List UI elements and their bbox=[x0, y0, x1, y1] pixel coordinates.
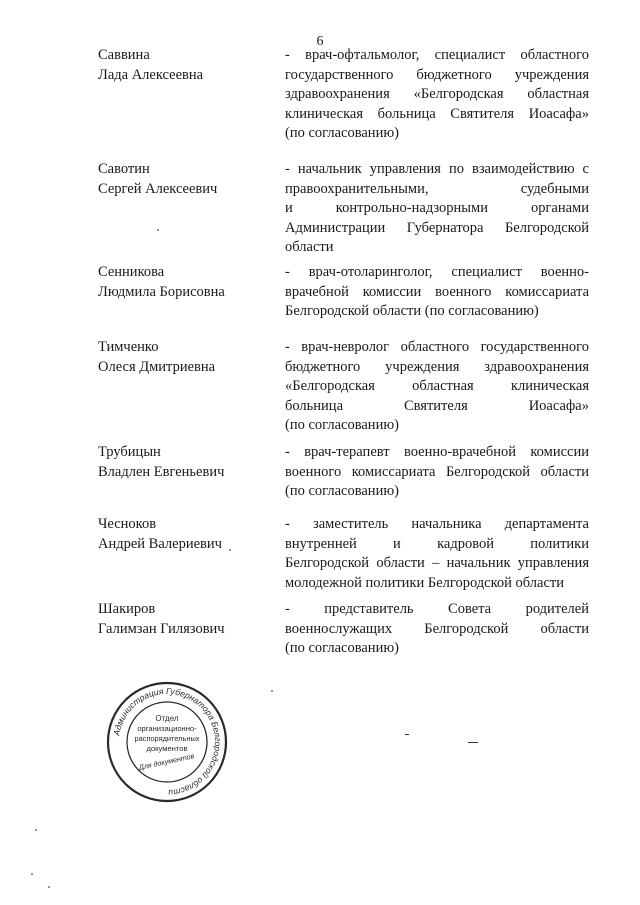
role-line: Администрации Губернатора Белгородской bbox=[285, 219, 589, 236]
scan-speck bbox=[35, 829, 37, 831]
stamp-center-line: распорядительных bbox=[134, 734, 200, 743]
role-line: военнослужащих Белгородской области bbox=[285, 620, 589, 637]
role-line: клиническая больница Святителя Иоасафа» bbox=[285, 105, 589, 122]
role-line: - врач-терапевт военно-врачебной комиссии bbox=[285, 444, 589, 460]
member-role bbox=[285, 46, 589, 144]
member-name bbox=[98, 338, 273, 377]
member-given-names: Сергей Алексеевич bbox=[98, 180, 218, 197]
official-stamp bbox=[105, 680, 229, 804]
member-role bbox=[285, 338, 589, 436]
role-line: (по согласованию) bbox=[285, 640, 399, 656]
member-name bbox=[98, 443, 273, 482]
role-line: правоохранительными, судебными bbox=[285, 180, 589, 197]
member-role bbox=[285, 160, 589, 258]
role-line: здравоохранения «Белгородская областная bbox=[285, 86, 589, 102]
stamp-bottom-text: Для документов bbox=[137, 751, 196, 772]
page-number: 6 bbox=[316, 34, 324, 49]
role-line: внутренней и кадровой политики bbox=[285, 535, 589, 552]
role-line: Белгородской области (по согласованию) bbox=[285, 303, 539, 319]
role-line: Белгородской области – начальник управления bbox=[285, 555, 589, 571]
member-given-names: Олеся Дмитриевна bbox=[98, 358, 216, 375]
member-surname: Саввина bbox=[98, 47, 150, 63]
member-name bbox=[98, 515, 273, 554]
stamp-center-line: документов bbox=[146, 744, 188, 753]
role-line: (по согласованию) bbox=[285, 125, 399, 141]
stamp-center-line: Отдел bbox=[155, 714, 179, 723]
stamp-center-line: организационно- bbox=[137, 724, 197, 733]
member-given-names: Галимзан Гилязович bbox=[98, 620, 225, 637]
role-line: врачебной комиссии военного комиссариата bbox=[285, 283, 589, 300]
scan-speck bbox=[48, 886, 50, 888]
member-surname: Шакиров bbox=[98, 601, 156, 617]
member-name bbox=[98, 600, 273, 639]
scan-speck bbox=[157, 229, 159, 231]
member-given-names: Владлен Евгеньевич bbox=[98, 463, 225, 480]
member-surname: Сенникова bbox=[98, 264, 165, 280]
role-line: военного комиссариата Белгородской области bbox=[285, 463, 589, 480]
member-role bbox=[285, 263, 589, 322]
member-surname: Тимченко bbox=[98, 339, 159, 355]
member-name bbox=[98, 46, 273, 85]
scan-mark bbox=[405, 734, 409, 735]
member-role bbox=[285, 600, 589, 659]
role-line: - заместитель начальника департамента bbox=[285, 516, 589, 532]
member-given-names: Андрей Валериевич bbox=[98, 535, 222, 552]
role-line: бюджетного учреждения здравоохранения bbox=[285, 358, 589, 375]
member-role bbox=[285, 443, 589, 502]
member-surname: Савотин bbox=[98, 161, 150, 177]
scan-mark bbox=[468, 742, 478, 743]
role-line: больница Святителя Иоасафа» bbox=[285, 397, 589, 414]
role-line: - врач-офтальмолог, специалист областного bbox=[285, 47, 589, 63]
role-line: молодежной политики Белгородской области bbox=[285, 574, 565, 591]
role-line: (по согласованию) bbox=[285, 483, 399, 499]
stamp-ring-text: Администрация Губернатора Белгородской области bbox=[111, 685, 224, 799]
role-line: - представитель Совета родителей bbox=[285, 601, 589, 617]
member-surname: Чесноков bbox=[98, 516, 157, 532]
role-line: «Белгородская областная клиническая bbox=[285, 378, 589, 394]
role-line: - врач-невролог областного государственного bbox=[285, 339, 589, 355]
scan-speck bbox=[271, 690, 273, 692]
member-given-names: Лада Алексеевна bbox=[98, 66, 204, 83]
member-given-names: Людмила Борисовна bbox=[98, 283, 225, 300]
member-name bbox=[98, 160, 273, 199]
member-surname: Трубицын bbox=[98, 444, 161, 460]
member-role bbox=[285, 515, 589, 593]
scan-speck bbox=[31, 873, 33, 875]
role-line: (по согласованию) bbox=[285, 417, 399, 433]
scan-speck bbox=[229, 549, 231, 551]
role-line: - начальник управления по взаимодействию с bbox=[285, 161, 589, 177]
role-line: и контрольно-надзорными органами bbox=[285, 200, 589, 216]
member-name bbox=[98, 263, 273, 302]
role-line: области bbox=[285, 239, 334, 255]
role-line: - врач-отоларинголог, специалист военно- bbox=[285, 264, 589, 280]
role-line: государственного бюджетного учреждения bbox=[285, 66, 589, 83]
